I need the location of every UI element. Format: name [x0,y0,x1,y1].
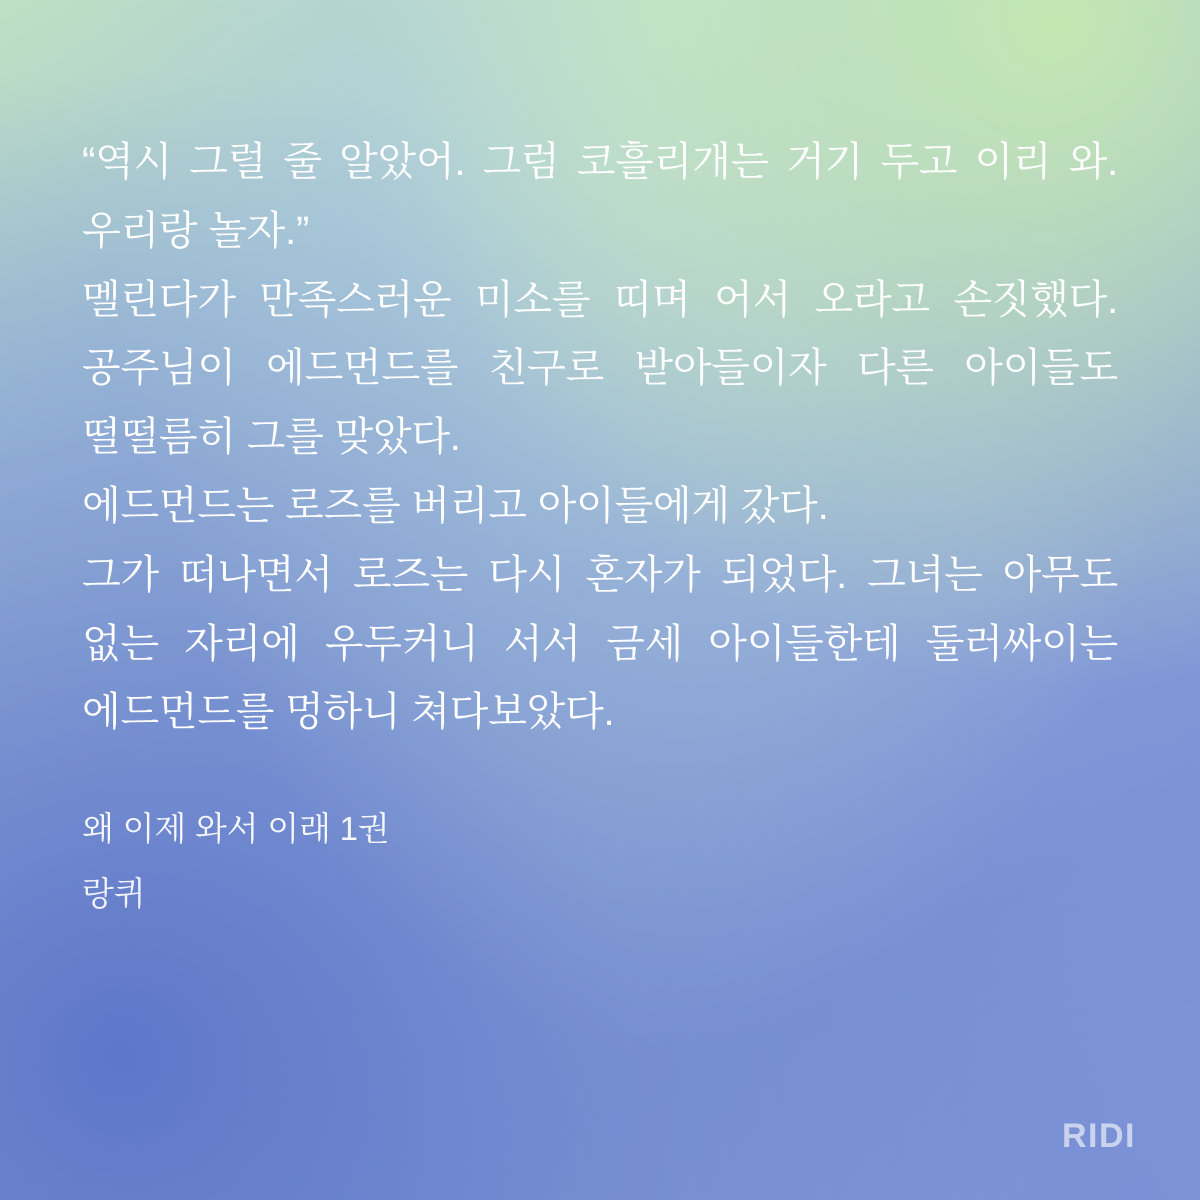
quote-text [82,128,1118,747]
book-title: 왜 이제 와서 이래 1권 [82,810,390,848]
quote-paragraph-4: 그가 떠나면서 로즈는 다시 혼자가 되었다. 그녀는 아무도 없는 자리에 우두커니 서서 금세 아이들한테 둘러싸이는 에드먼드를 멍하니 쳐다보았다. [82,552,1118,735]
quote-card-content [82,128,1118,919]
book-meta [82,803,1118,919]
quote-paragraph-3: 에드먼드는 로즈를 버리고 아이들에게 갔다. [82,483,829,528]
ridi-logo: RIDI [1062,1117,1136,1155]
quote-paragraph-2: 멜린다가 만족스러운 미소를 띠며 어서 오라고 손짓했다. 공주님이 에드먼드를 친구로 받아들이자 다른 아이들도 떨떨름히 그를 맞았다. [82,277,1118,460]
quote-paragraph-1: “역시 그럴 줄 알았어. 그럼 코흘리개는 거기 두고 이리 와. 우리랑 놀자.” [82,140,1118,253]
book-author: 랑퀴 [82,875,146,913]
